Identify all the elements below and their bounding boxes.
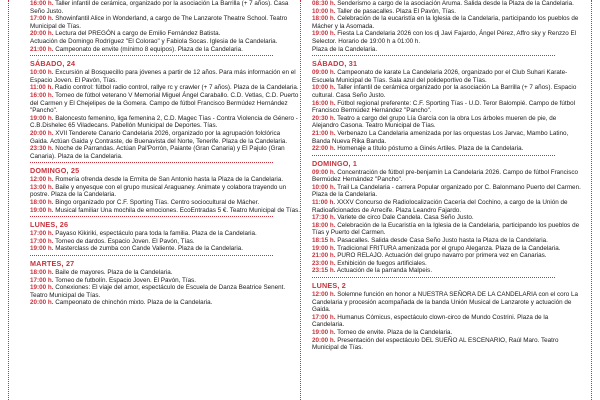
event-description: Fiesta La Candelaria 2026 con los dj Javi Fajardo, Ángel Pérez, Affro sky y Renzzo El Selector. Horario de 19:00 h a 01:00 h. xyxy=(312,30,577,45)
event-time: 22:00 h. xyxy=(312,145,336,153)
event-entry xyxy=(30,269,300,277)
event-entry xyxy=(312,337,582,352)
event-time: 19:00 h. xyxy=(30,114,54,122)
event-description: Taller infantil de cerámica organizado por la asociación La Barrilla (+ 7 años). Espacio cultural. Casa Seño Justo. xyxy=(312,84,577,99)
event-entry xyxy=(30,145,300,160)
event-description: Actuación de la parranda Malpeis. xyxy=(336,267,433,275)
event-entry xyxy=(30,15,300,30)
event-time: 16:00 h. xyxy=(30,91,54,99)
section-separator xyxy=(30,162,273,163)
event-entry xyxy=(30,230,300,238)
event-time: 21:00 h. xyxy=(312,252,336,260)
event-time: 19:00 h. xyxy=(312,30,336,38)
event-time: 18:00 h. xyxy=(30,199,54,207)
event-entry xyxy=(312,184,582,199)
event-time: 17:00 h. xyxy=(30,237,54,245)
event-entry xyxy=(312,260,582,268)
event-description: Concentración de fútbol pre-benjamín La Candelaria 2026. Campo de fútbol Francisco Bermúdez Hernández "Pancho". xyxy=(312,168,579,184)
event-description: Trail La Candelaria - carrera Popular organizado por C. Balonmano Puerto del Carmen. Plaza de la Candelaria. xyxy=(312,183,581,199)
event-description: Celebración de la Eucaristía en la Iglesia de la Candelaria, participando los pueblos de Tías y Puerto del Carmen. xyxy=(312,221,580,237)
event-entry xyxy=(30,299,300,307)
event-entry xyxy=(30,176,300,184)
event-time: 20:00 h. xyxy=(312,336,336,344)
event-entry xyxy=(30,238,300,246)
event-time: 09:00 h. xyxy=(312,69,336,77)
event-description: Campeonato de envite (mínimo 8 equipos). Plaza de la Candelaria. xyxy=(55,45,243,53)
event-description: Homenaje a título póstumo a Ginés Artiles. Plaza de la Candelaria. xyxy=(337,145,524,153)
event-description: Senderismo a cargo de la asociación Aruma. Salida desde la Plaza de la Candelaria. xyxy=(337,0,574,7)
event-time: 23:00 h. xyxy=(312,259,336,267)
event-description: Celebración de la eucaristía en la Iglesia de la Candelaria, participando los pueblos de Mácher y la Asomada. xyxy=(312,15,579,30)
event-description: Lectura del PREGÓN a cargo de Emilio Fernández Batista. xyxy=(55,30,221,38)
event-entry xyxy=(30,69,300,84)
event-description: Exhibición de fuegos artificiales. xyxy=(337,259,427,267)
event-time: 19:00 h. xyxy=(30,245,54,253)
event-time: 20:00 h. xyxy=(30,30,54,38)
day-heading: MARTES, 27 xyxy=(30,259,75,269)
event-entry xyxy=(30,245,300,253)
event-description: Torneo de envite. Plaza de la Candelaria. xyxy=(337,328,453,336)
event-time: 19:00 h. xyxy=(312,328,336,336)
event-entry xyxy=(312,222,582,237)
event-entry xyxy=(30,0,300,15)
event-time: 17:30 h. xyxy=(312,214,336,222)
event-description: Humanus Cómicus, espectáculo clown-circo de Mundo Costrini. Plaza de la Candelaria. xyxy=(312,313,549,329)
event-time: 17:00 h. xyxy=(30,276,54,284)
event-description: Showinfantil Alice in Wonderland, a cargo de The Lanzarote Theatre School. Teatro Municipal de Tías. xyxy=(30,15,288,30)
event-description: Noche de Parrandas. Actúan Pal'Porrón, Paiante (Gran Canaria) y El Pajulo (Gran Canaria). Plaza de la Candelaria. xyxy=(30,145,285,160)
event-entry xyxy=(30,184,300,199)
event-entry xyxy=(312,252,582,260)
event-entry xyxy=(312,245,582,253)
event-entry xyxy=(312,199,582,214)
section-separator xyxy=(30,216,273,217)
event-description: Solemne función en honor a NUESTRA SEÑORA DE LA CANDELARIA con el coro La Candelaria y procesión acompañada de la banda Unión Musical de Lanzarote y actuación de Gaida. xyxy=(312,291,579,314)
event-description: Torneo de fútbol veterano V Memorial Miguel Ángel Caraballo. C.D. Vetlas, C.D. Puerto del Carmen y El Chejelipes de la Gomera. Campo de fútbol Francisco Bermúdez Hernández "Pancho". xyxy=(30,91,299,115)
event-time: 11:00 h. xyxy=(30,84,54,92)
event-entry xyxy=(312,46,582,54)
event-entry xyxy=(312,214,582,222)
event-entry xyxy=(312,130,582,145)
left-column xyxy=(30,0,300,307)
event-time: 19:00 h. xyxy=(30,206,54,214)
event-entry xyxy=(312,267,582,275)
day-heading: DOMINGO, 1 xyxy=(312,158,358,168)
event-entry xyxy=(312,30,582,45)
event-entry xyxy=(312,8,582,16)
event-description: Romería ofrenda desde la Ermita de San Antonio hasta la Plaza de la Candelaria. xyxy=(55,176,284,184)
event-entry xyxy=(312,69,582,84)
event-entry xyxy=(312,314,582,329)
event-description: XXXV Concurso de Radiolocalización Cacería del Cochino, a cargo de la Unión de Radioaficionados de Arrecife. Plaza Leandro Fajardo. xyxy=(312,199,568,214)
event-time: 20:30 h. xyxy=(312,114,336,122)
event-description: Taller de pasacalles. Plaza El Pavón, Tías. xyxy=(337,7,456,15)
event-entry xyxy=(312,100,582,115)
event-entry xyxy=(30,38,300,46)
column-divider xyxy=(300,0,301,400)
event-description: XVII Tenderete Canario Candelaria 2026, organizado por la agrupación folclórica Gaida. Actúan Gaida y Contraste, de Buenavista del Norte, Tenerife. Plaza de la Candelaria. xyxy=(30,129,288,145)
event-description: Plaza de la Candelaria. xyxy=(312,45,378,53)
event-description: Verbenazo La Candelaria amenizada por las orquestas Los Jarvac, Mambo Latino, Banda Nueva Rika Banda. xyxy=(312,129,569,145)
event-entry xyxy=(30,284,300,299)
event-time: 10:00 h. xyxy=(312,7,336,15)
event-entry xyxy=(30,277,300,285)
event-time: 12:00 h. xyxy=(30,176,54,184)
event-entry xyxy=(312,115,582,130)
section-separator xyxy=(312,155,555,156)
event-entry xyxy=(312,329,582,337)
event-time: 21:00 h. xyxy=(30,45,54,53)
event-description: Teatro a cargo del grupo Lía García con la obra Los árboles mueren de pie, de Alejandro Casona. Teatro Municipal de Tías. xyxy=(312,114,557,130)
event-entry xyxy=(30,207,300,215)
day-heading: SÁBADO, 24 xyxy=(30,59,76,69)
section-separator xyxy=(312,277,555,278)
event-time: 18:00 h. xyxy=(30,269,54,277)
event-time: 12:00 h. xyxy=(312,291,336,298)
event-time: 11:00 h. xyxy=(312,199,336,207)
event-entry xyxy=(30,115,300,130)
event-description: Campeonato de karate La Candelaria 2026, organizado por el Club Suhari Karate-Escuela Municipal de Tías. Sala azul del polideportivo de Tías. xyxy=(312,69,568,84)
event-description: Payaso Kikiriki, espectáculo para toda la familia. Plaza de la Candelaria. xyxy=(55,230,257,238)
event-description: Actuación de Domingo Rodríguez "El Colorao" y Fabiola Socas. Iglesia de la Candelaria. xyxy=(30,37,278,45)
event-description: Musical familiar Una mochila de emociones. EcoEntradas 5 €. Teatro Municipal de Tías. xyxy=(55,206,300,214)
event-description: Fútbol regional preferente: C.F. Sporting Tías - U.D. Teror Balompié. Campo de fútbol Francisco Bermúdez Hernández "Pancho". xyxy=(312,99,575,115)
section-separator xyxy=(30,55,273,56)
event-time: 18:15 h. xyxy=(312,237,336,245)
event-description: Excursión al Bosquecillo para jóvenes a partir de 12 años. Para más información en el Espacio Joven. El Pavón, Tías. xyxy=(30,69,296,84)
event-time: 19:00 h. xyxy=(312,244,336,252)
event-description: Presentación del espectáculo DEL SUEÑO AL ESCENARIO, Raúl Maro. Teatro Municipal de Tías. xyxy=(312,336,559,352)
event-time: 19:00 h. xyxy=(30,284,54,292)
event-time: 17:00 h. xyxy=(30,15,54,23)
left-dotted-border xyxy=(8,0,9,400)
event-time: 13:00 h. xyxy=(30,183,54,191)
event-entry xyxy=(312,169,582,184)
event-time: 16:00 h. xyxy=(312,99,336,107)
event-time: 23:30 h. xyxy=(30,145,54,153)
right-dotted-border xyxy=(591,0,592,400)
event-entry xyxy=(312,15,582,30)
event-description: Taller infantil de cerámica, organizado por la asociación La Barrilla (+ 7 años). Casa Seño Justo. xyxy=(30,0,289,15)
right-column xyxy=(312,0,582,352)
event-time: 10:00 h. xyxy=(30,69,54,77)
day-heading: DOMINGO, 25 xyxy=(30,166,80,176)
event-time: 17:00 h. xyxy=(312,313,336,321)
event-description: Masterclass de zumba con Cande Valiente. Plaza de la Candelaria. xyxy=(55,245,244,253)
event-entry xyxy=(312,0,582,8)
event-entry xyxy=(30,92,300,115)
event-time: 17:00 h. xyxy=(30,230,54,238)
event-time: 10:00 h. xyxy=(312,183,336,191)
event-description: Conexiones: El viaje del amor, espectáculo de Escuela de Danza Beatrice Senent. Teatro Municipal de Tías. xyxy=(30,284,286,299)
section-separator xyxy=(312,55,555,56)
event-time: 23:15 h. xyxy=(312,267,336,275)
event-description: Baile de mayores. Plaza de la Candelaria. xyxy=(55,269,173,277)
event-time: 21:00 h. xyxy=(312,129,336,137)
event-description: Bingo organizado por C.F. Sporting Tías. Centro sociocultural de Mácher. xyxy=(55,199,260,207)
event-entry xyxy=(30,199,300,207)
event-time: 20:00 h. xyxy=(30,299,54,307)
day-heading: LUNES, 2 xyxy=(312,281,346,290)
day-heading: SÁBADO, 31 xyxy=(312,59,358,69)
event-time: 20:00 h. xyxy=(30,129,54,137)
event-entry xyxy=(30,84,300,92)
section-separator xyxy=(30,255,273,256)
event-entry xyxy=(30,46,300,54)
event-description: Variete de circo Dale Candela. Casa Seño Justo. xyxy=(337,214,474,222)
event-time: 10:00 h. xyxy=(312,84,336,92)
event-time: 09:00 h. xyxy=(312,168,336,176)
event-time: 08:30 h. xyxy=(312,0,336,7)
event-time: 18:00 h. xyxy=(312,221,336,229)
event-description: Torneo de dardos. Espacio Joven. El Pavón, Tías. xyxy=(55,237,195,245)
event-entry xyxy=(30,30,300,38)
event-description: PURO RELAJO. Actuación del grupo navarro por primera vez en Canarias. xyxy=(337,252,547,260)
event-entry xyxy=(312,291,582,314)
event-description: Radio control: fútbol radio control, rallye rc y crawler (+ 7 años). Plaza de la Candelaria. xyxy=(54,84,299,92)
event-entry xyxy=(312,145,582,153)
event-description: Baile y enyesque con el grupo musical Araguaney. Animate y colabora trayendo un postre. Plaza de la Candelaria. xyxy=(30,183,287,199)
event-entry xyxy=(312,237,582,245)
event-description: Baloncesto femenino, liga femenina 2, C.D. Magec Tías - Contra Violencia de Género - C.B.Dishelec 65 Viladecans. Pabellón Municipal de Deportes. Tías. xyxy=(30,114,298,130)
event-entry xyxy=(312,84,582,99)
event-entry xyxy=(30,130,300,145)
event-description: Pasacalles. Salida desde Casa Seño Justo hasta la Plaza de la Candelaria. xyxy=(337,237,548,245)
event-description: Campeonato de chinchón mixto. Plaza de la Candelaria. xyxy=(55,299,213,307)
event-description: Torneo de futbolín. Espacio Joven. El Pavón, Tías. xyxy=(55,276,197,284)
event-time: 18:00 h. xyxy=(312,15,336,23)
event-description: Tradicional FRITURA amenizada por el grupo Aleganza. Plaza de la Candelaria. xyxy=(337,244,561,252)
day-heading: LUNES, 26 xyxy=(30,220,69,230)
event-time: 16:00 h. xyxy=(30,0,54,7)
